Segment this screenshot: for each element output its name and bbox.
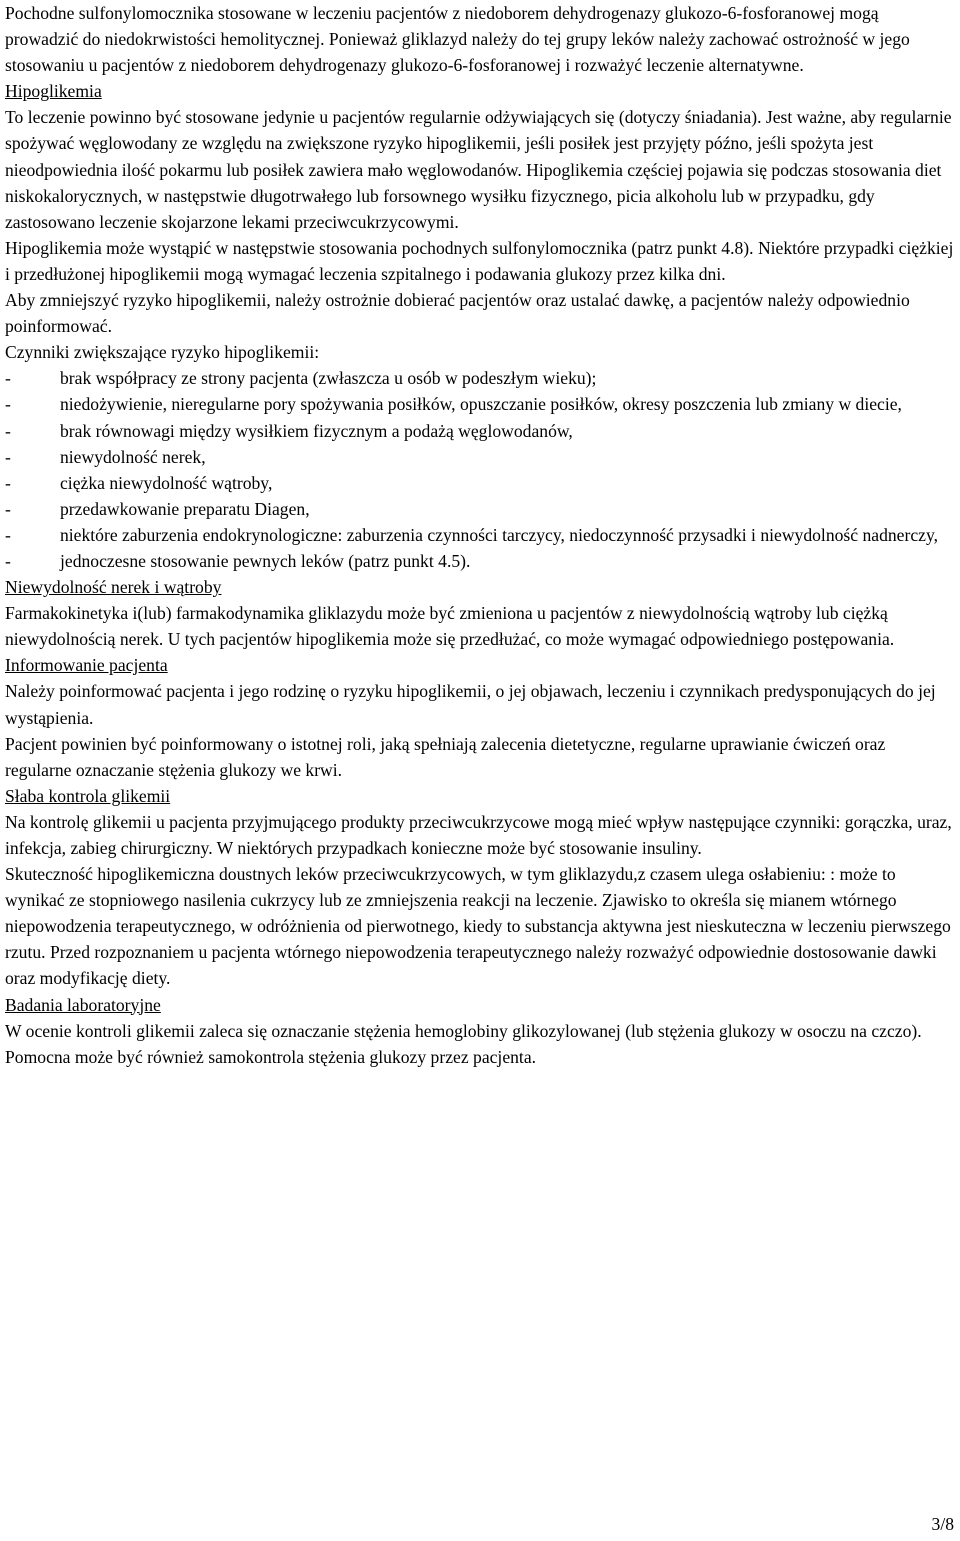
list-item-text: niektóre zaburzenia endokrynologiczne: zaburzenia czynności tarczycy, niedoczynność przysadki i niewydolność nadnerczy,	[60, 524, 939, 545]
list-item-text: niedożywienie, nieregularne pory spożywania posiłków, opuszczanie posiłków, okresy poszczenia lub zmiany w diecie,	[60, 394, 902, 415]
intro-paragraph: Pochodne sulfonylomocznika stosowane w leczeniu pacjentów z niedoborem dehydrogenazy glukozo-6-fosforanowej mogą prowadzić do niedokrwistości hemolitycznej. Ponieważ gliklazyd należy do tej grupy leków należy zachować ostrożność w jego stosowaniu u pacjentów z niedoborem dehydrogenazy glukozo-6-fosforanowej i rozważyć leczenie alternatywne.	[5, 3, 910, 76]
list-item-text: przedawkowanie preparatu Diagen,	[60, 498, 310, 519]
list-item	[5, 548, 955, 574]
lab-tests-paragraph: W ocenie kontroli glikemii zaleca się oznaczanie stężenia hemoglobiny glikozylowanej (lub stężenia glukozy w osoczu na czczo). Pomocna może być również samokontrola stężenia glukozy przez pacjenta.	[5, 1020, 922, 1067]
renal-hepatic-paragraph: Farmakokinetyka i(lub) farmakodynamika gliklazydu może być zmieniona u pacjentów z niewydolnością wątroby lub ciężką niewydolnością nerek. U tych pacjentów hipoglikemia może się przedłużać, co może wymagać odpowiedniego postępowania.	[5, 603, 895, 650]
dash-marker: -	[5, 498, 11, 519]
risk-factors-list	[5, 365, 955, 574]
list-item	[5, 365, 955, 391]
list-item	[5, 522, 955, 548]
list-item	[5, 418, 955, 444]
list-item-text: jednoczesne stosowanie pewnych leków (patrz punkt 4.5).	[60, 550, 471, 571]
hypoglycemia-section	[5, 78, 955, 574]
lab-tests-section	[5, 992, 955, 1070]
dash-marker: -	[5, 550, 11, 571]
hypoglycemia-paragraph-2: Hipoglikemia może wystąpić w następstwie stosowania pochodnych sulfonylomocznika (patrz punkt 4.8). Niektóre przypadki ciężkiej i przedłużonej hipoglikemii mogą wymagać leczenia szpitalnego i podawania glukozy przez kilka dni.	[5, 237, 954, 284]
dash-marker: -	[5, 446, 11, 467]
hypoglycemia-paragraph-3: Aby zmniejszyć ryzyko hipoglikemii, należy ostrożnie dobierać pacjentów oraz ustalać dawkę, a pacjentów należy odpowiednio poinformować.	[5, 290, 910, 337]
list-item-text: niewydolność nerek,	[60, 446, 206, 467]
list-item	[5, 470, 955, 496]
document-page	[5, 0, 955, 1070]
dash-marker: -	[5, 420, 11, 441]
list-item	[5, 496, 955, 522]
renal-hepatic-heading: Niewydolność nerek i wątroby	[5, 577, 222, 598]
hypoglycemia-heading: Hipoglikemia	[5, 81, 102, 102]
hypoglycemia-paragraph-1: To leczenie powinno być stosowane jedynie u pacjentów regularnie odżywiających się (dotyczy śniadania). Jest ważne, aby regularnie spożywać węglowodany ze względu na zwiększone ryzyko hipoglikemii, jeśli posiłek jest przyjęty późno, jeśli spożyta jest nieodpowiednia ilość pokarmu lub posiłek zawiera mało węglowodanów. Hipoglikemia częściej pojawia się podczas stosowania diet niskokalorycznych, w następstwie długotrwałego lub forsownego wysiłku fizycznego, picia alkoholu lub w przypadku, gdy zastosowano leczenie skojarzone lekami przeciwcukrzycowymi.	[5, 107, 952, 232]
poor-control-paragraph-2: Skuteczność hipoglikemiczna doustnych leków przeciwcukrzycowych, w tym gliklazydu,z czasem ulega osłabieniu: : może to wynikać ze stopniowego nasilenia cukrzycy lub ze zmniejszenia reakcji na leczenie. Zjawisko to określa się mianem wtórnego niepowodzenia terapeutycznego, w odróżnienia od pierwotnego, kiedy to substancja aktywna jest nieskuteczna w leczeniu pierwszego rzutu. Przed rozpoznaniem u pacjenta wtórnego niepowodzenia terapeutycznego należy rozważyć odpowiednie dostosowanie dawki oraz modyfikację diety.	[5, 864, 951, 989]
poor-control-section	[5, 783, 955, 992]
renal-hepatic-section	[5, 574, 955, 652]
dash-marker: -	[5, 394, 11, 415]
poor-control-paragraph-1: Na kontrolę glikemii u pacjenta przyjmującego produkty przeciwcukrzycowe mogą mieć wpływ następujące czynniki: gorączka, uraz, infekcja, zabieg chirurgiczny. W niektórych przypadkach konieczne może być stosowanie insuliny.	[5, 811, 952, 858]
list-item	[5, 444, 955, 470]
list-item-text: ciężka niewydolność wątroby,	[60, 472, 273, 493]
patient-info-paragraph-1: Należy poinformować pacjenta i jego rodzinę o ryzyku hipoglikemii, o jej objawach, leczeniu i czynnikach predysponujących do jej wystąpienia.	[5, 681, 936, 728]
list-item	[5, 391, 955, 417]
list-item-text: brak współpracy ze strony pacjenta (zwłaszcza u osób w podeszłym wieku);	[60, 368, 597, 389]
patient-info-section	[5, 652, 955, 782]
dash-marker: -	[5, 524, 11, 545]
list-item-text: brak równowagi między wysiłkiem fizycznym a podażą węglowodanów,	[60, 420, 573, 441]
dash-marker: -	[5, 472, 11, 493]
patient-info-paragraph-2: Pacjent powinien być poinformowany o istotnej roli, jaką spełniają zalecenia dietetyczne, regularne uprawianie ćwiczeń oraz regularne oznaczanie stężenia glukozy we krwi.	[5, 733, 886, 780]
page-number: 3/8	[931, 1514, 954, 1534]
dash-marker: -	[5, 368, 11, 389]
risk-factors-intro: Czynniki zwiększające ryzyko hipoglikemii:	[5, 342, 320, 363]
lab-tests-heading: Badania laboratoryjne	[5, 994, 161, 1015]
patient-info-heading: Informowanie pacjenta	[5, 655, 168, 676]
poor-control-heading: Słaba kontrola glikemii	[5, 785, 171, 806]
